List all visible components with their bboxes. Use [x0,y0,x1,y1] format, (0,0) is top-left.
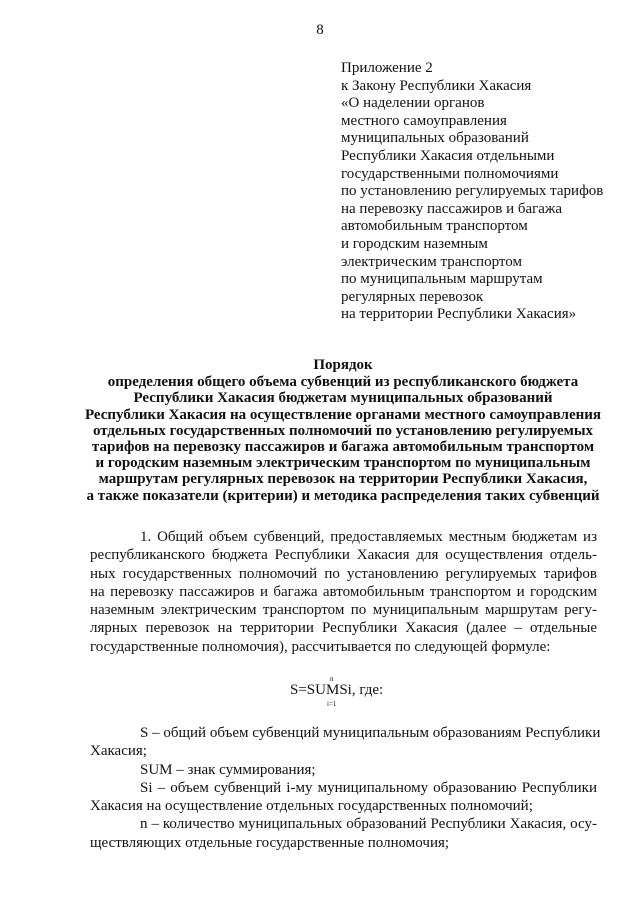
paragraph-line: наземным электрическим транспортом по муниципальным маршрутам регу- [90,602,597,619]
annex-line: по установлению регулируемых тарифов [341,183,604,200]
document-title [80,357,606,504]
title-line: определения общего объема субвенций из республиканского бюджета [107,374,579,391]
title-line: отдельных государственных полномочий по установлению регулируемых [92,422,594,439]
annex-line: к Закону Республики Хакасия [341,77,532,94]
title-heading: Порядок [313,357,373,373]
summation-formula [290,675,430,715]
paragraph-1 [90,528,597,656]
title-line: Республики Хакасия бюджетам муниципальных образований [133,390,553,407]
annex-line: регулярных перевозок [341,288,484,305]
title-line: и городским наземным электрическим транспортом по муниципальным [95,455,591,472]
formula-upper-limit: n [330,675,334,683]
annex-line: государственными полномочиями [341,165,559,182]
title-line: Республики Хакасия на осуществление органами местного самоуправления [84,406,602,423]
annex-line: и городским наземным [341,235,488,252]
paragraph-line: 1. Общий объем субвенций, предоставляемых местным бюджетам из [140,529,597,545]
formula-expression: S=SUMSi, где: [290,682,384,698]
annex-line: на территории Республики Хакасия» [341,306,577,323]
paragraph-line: республиканского бюджета Республики Хакасия для осуществления отдель- [90,547,597,564]
paragraph-line: ных государственных полномочий по установлению регулируемых тарифов [90,565,597,582]
title-line: маршрутам регулярных перевозок на территории Республики Хакасия, [98,471,588,488]
paragraph-line: государственные полномочия), рассчитывается по следующей формуле: [90,638,551,655]
annex-line: на перевозку пассажиров и багажа [341,200,562,217]
annex-line: «О наделении органов [341,95,485,112]
formula-lower-limit: i=1 [327,700,337,708]
definition-line: n – количество муниципальных образований Республики Хакасия, осу- [140,816,597,833]
definition-line: SUM – знак суммирования; [140,761,316,778]
paragraph-line: лярных перевозок на территории Республики Хакасия (далее – отдельные [90,620,597,637]
definition-line: Хакасия; [90,743,147,760]
annex-line: по муниципальным маршрутам [341,271,543,288]
definition-line: Si – объем субвенций i-му муниципальному образованию Республики [140,779,597,796]
annex-line: электрическим транспортом [341,253,522,270]
title-line: тарифов на перевозку пассажиров и багажа автомобильным транспортом [91,439,595,456]
annex-line: автомобильным транспортом [341,218,528,235]
formula-definitions [90,724,601,852]
annex-line: муниципальных образований [341,130,529,147]
page-number: 8 [316,22,324,38]
definition-line: S – общий объем субвенций муниципальным образованиям Республики [140,725,601,741]
definition-line: ществляющих отдельные государственные полномочия; [90,834,450,851]
annex-reference-block [341,60,631,324]
annex-line: Республики Хакасия отдельными [341,147,555,164]
annex-line: Приложение 2 [341,60,433,76]
annex-line: местного самоуправления [341,112,507,129]
title-line: а также показатели (критерии) и методика распределения таких субвенций [86,487,600,504]
definition-line: Хакасия на осуществление отдельных государственных полномочий; [90,798,533,815]
paragraph-line: на перевозку пассажиров и багажа автомобильным транспортом и городским [90,583,597,600]
